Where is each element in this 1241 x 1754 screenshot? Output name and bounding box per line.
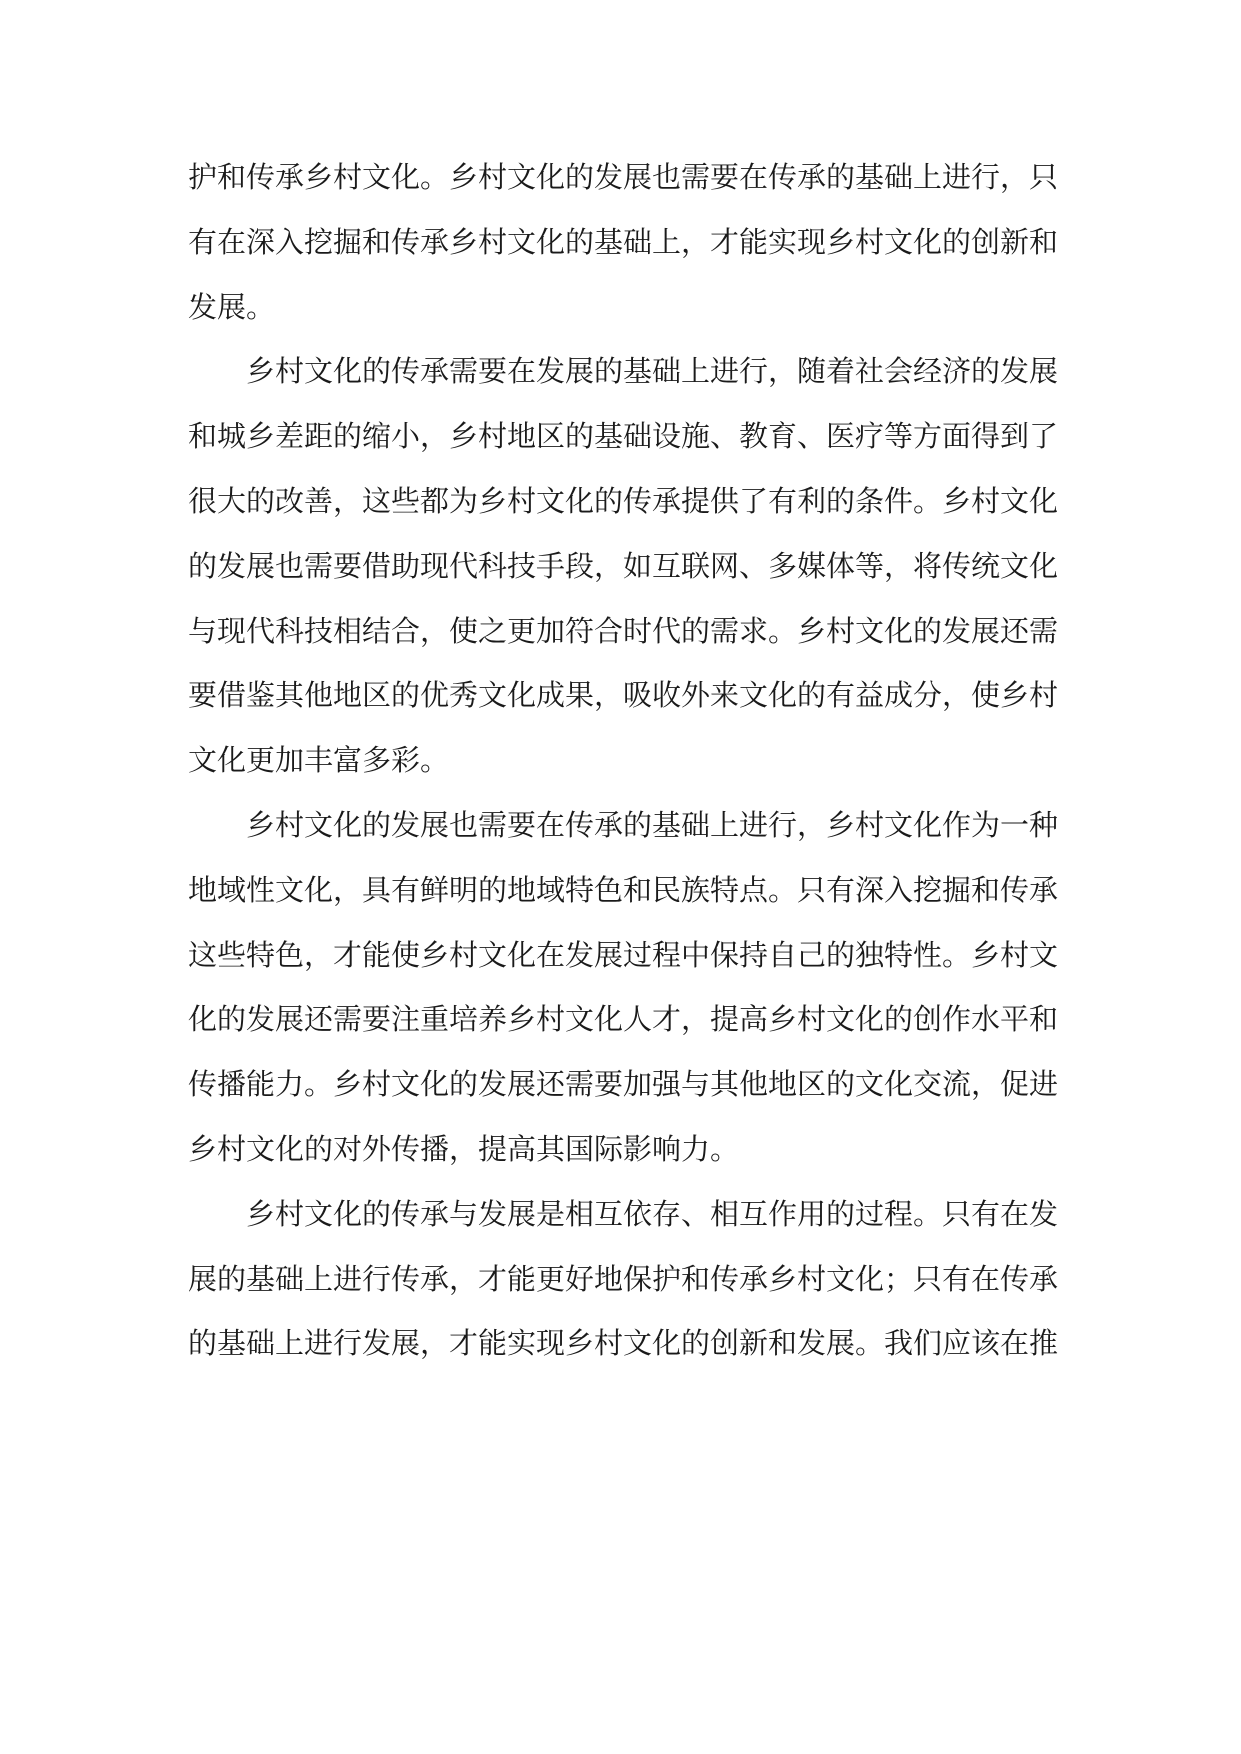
document-body — [188, 145, 1058, 1376]
paragraph-1: 护和传承乡村文化。乡村文化的发展也需要在传承的基础上进行，只有在深入挖掘和传承乡村文化的基础上，才能实现乡村文化的创新和发展。 — [188, 160, 1059, 324]
paragraph-3: 乡村文化的发展也需要在传承的基础上进行，乡村文化作为一种地域性文化，具有鲜明的地域特色和民族特点。只有深入挖掘和传承这些特色，才能使乡村文化在发展过程中保持自己的独特性。乡村文化的发展还需要注重培养乡村文化人才，提高乡村文化的创作水平和传播能力。乡村文化的发展还需要加强与其他地区的文化交流，促进乡村文化的对外传播，提高其国际影响力。 — [188, 807, 1059, 1166]
paragraph-2: 乡村文化的传承需要在发展的基础上进行，随着社会经济的发展和城乡差距的缩小，乡村地区的基础设施、教育、医疗等方面得到了很大的改善，这些都为乡村文化的传承提供了有利的条件。乡村文化的发展也需要借助现代科技手段，如互联网、多媒体等，将传统文化与现代科技相结合，使之更加符合时代的需求。乡村文化的发展还需要借鉴其他地区的优秀文化成果，吸收外来文化的有益成分，使乡村文化更加丰富多彩。 — [188, 354, 1059, 778]
paragraph-4: 乡村文化的传承与发展是相互依存、相互作用的过程。只有在发展的基础上进行传承，才能更好地保护和传承乡村文化；只有在传承的基础上进行发展，才能实现乡村文化的创新和发展。我们应该在推 — [188, 1196, 1059, 1361]
